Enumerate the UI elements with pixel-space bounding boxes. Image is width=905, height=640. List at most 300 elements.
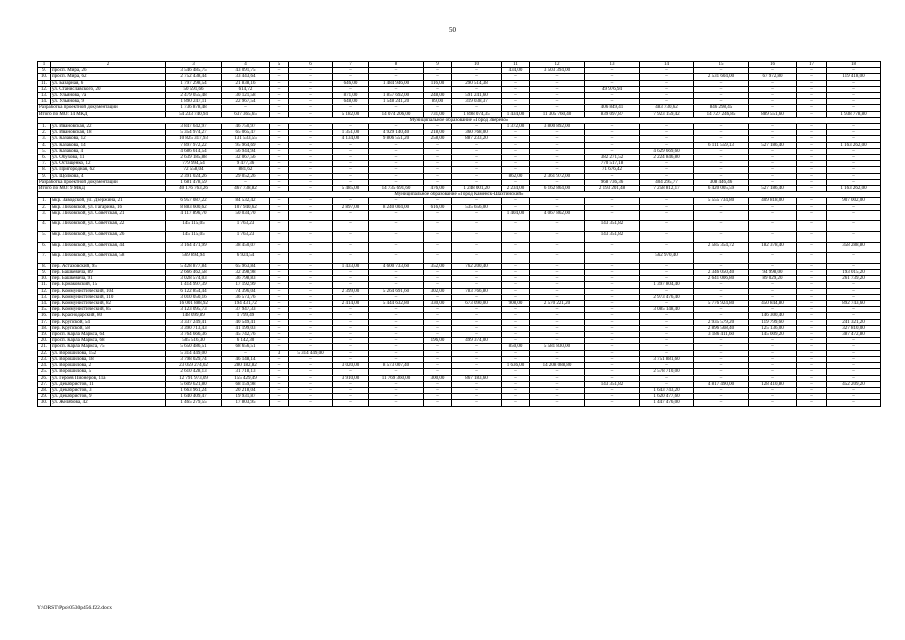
table-cell: – bbox=[797, 369, 827, 375]
table-cell: – bbox=[797, 276, 827, 282]
table-cell: – bbox=[333, 142, 369, 148]
table-cell: – bbox=[797, 93, 827, 99]
table-cell: 6 420 005,59 bbox=[694, 186, 749, 192]
table-cell: – bbox=[270, 161, 289, 167]
table-cell: – bbox=[797, 288, 827, 294]
table-cell: 145 115,05 bbox=[166, 221, 222, 232]
table-cell: 1 163 262,00 bbox=[827, 186, 881, 192]
table-cell: – bbox=[585, 99, 640, 105]
table-cell: – bbox=[270, 301, 289, 307]
table-cell: – bbox=[270, 344, 289, 350]
table-cell: – bbox=[369, 155, 424, 161]
table-cell: – bbox=[640, 210, 694, 221]
table-cell: 196,00 bbox=[424, 338, 452, 344]
table-cell: – bbox=[797, 332, 827, 338]
table-cell: – bbox=[827, 253, 881, 264]
table-body bbox=[38, 62, 881, 407]
table-cell: 8 573 007,40 bbox=[369, 363, 424, 369]
table-cell: 72 558,04 bbox=[166, 167, 222, 173]
table-cell: Разработка проектной документации bbox=[38, 105, 166, 111]
table-cell: – bbox=[749, 288, 797, 294]
table-cell: 7 897 972,22 bbox=[166, 142, 222, 148]
table-cell: – bbox=[289, 319, 333, 325]
table-cell: 116,00 bbox=[424, 80, 452, 86]
table-cell: – bbox=[640, 350, 694, 356]
table-cell: – bbox=[585, 400, 640, 406]
table-cell: – bbox=[424, 356, 452, 362]
table-cell: – bbox=[502, 313, 530, 319]
table-cell: – bbox=[424, 325, 452, 331]
table-cell: – bbox=[797, 363, 827, 369]
table-cell: 5 182,00 bbox=[333, 111, 369, 117]
table-cell: – bbox=[369, 394, 424, 400]
table-cell: – bbox=[333, 338, 369, 344]
table-cell: – bbox=[797, 186, 827, 192]
table-cell: 30. bbox=[38, 400, 51, 406]
table-cell: 591 241,60 bbox=[452, 93, 502, 99]
table-cell: – bbox=[333, 325, 369, 331]
table-cell: 95 964,69 bbox=[222, 142, 270, 148]
table-cell: 7. bbox=[38, 161, 51, 167]
table-cell: – bbox=[749, 173, 797, 179]
table-cell: 131 533,55 bbox=[222, 136, 270, 142]
table-cell: – bbox=[827, 68, 881, 74]
table-cell: – bbox=[827, 173, 881, 179]
column-number: 1 bbox=[38, 62, 51, 68]
table-cell: – bbox=[749, 136, 797, 142]
table-cell: 2 641 006,80 bbox=[694, 276, 749, 282]
table-cell: 71 676,42 bbox=[585, 167, 640, 173]
table-cell: – bbox=[333, 350, 369, 356]
table-cell: – bbox=[797, 400, 827, 406]
table-cell: ул. Ивановская, 18 bbox=[51, 130, 166, 136]
table-cell: 23. bbox=[38, 356, 51, 362]
table-cell: 4 629 669,60 bbox=[640, 148, 694, 154]
table-cell: – bbox=[749, 161, 797, 167]
table-cell: – bbox=[640, 161, 694, 167]
data-table bbox=[37, 61, 881, 407]
table-cell: ул. Ульянова, 7а bbox=[51, 93, 166, 99]
table-cell: – bbox=[424, 167, 452, 173]
table-cell: – bbox=[369, 221, 424, 232]
table-cell: – bbox=[530, 136, 585, 142]
table-cell: 892 743,60 bbox=[827, 301, 881, 307]
table-cell: – bbox=[452, 68, 502, 74]
table-cell: просп. Карла Маркса, 75 bbox=[51, 344, 166, 350]
table-cell: 46 148,14 bbox=[222, 356, 270, 362]
table-cell: – bbox=[585, 356, 640, 362]
table-cell: – bbox=[585, 148, 640, 154]
table-cell: Итого по МО: 9 МКД bbox=[38, 186, 166, 192]
table-cell: 1. bbox=[38, 198, 51, 204]
table-cell: 1 857 692,00 bbox=[369, 93, 424, 99]
table-cell: 17. bbox=[38, 319, 51, 325]
table-cell: – bbox=[749, 253, 797, 264]
table-cell: – bbox=[640, 263, 694, 269]
table-cell: – bbox=[333, 105, 369, 111]
table-cell: – bbox=[369, 307, 424, 313]
table-cell: 2 193 201,48 bbox=[585, 186, 640, 192]
table-cell: – bbox=[270, 198, 289, 204]
table-cell: – bbox=[797, 294, 827, 300]
table-cell: – bbox=[585, 74, 640, 80]
table-cell: – bbox=[502, 369, 530, 375]
table-cell: – bbox=[585, 263, 640, 269]
table-cell: – bbox=[452, 325, 502, 331]
table-cell: 3 010 050,16 bbox=[166, 294, 222, 300]
table-cell: – bbox=[640, 80, 694, 86]
table-cell: – bbox=[289, 381, 333, 387]
table-cell: просп. Мира, 62 bbox=[51, 74, 166, 80]
table-cell: – bbox=[749, 93, 797, 99]
table-cell: – bbox=[452, 86, 502, 92]
table-cell: – bbox=[424, 313, 452, 319]
table-cell: 616,00 bbox=[424, 204, 452, 210]
table-cell: ул. Казакова, 14 bbox=[51, 142, 166, 148]
table-cell: – bbox=[530, 155, 585, 161]
table-cell: – bbox=[827, 282, 881, 288]
table-cell: – bbox=[502, 198, 530, 204]
table-cell: – bbox=[369, 148, 424, 154]
table-cell: ул. Щолкова, 4 bbox=[51, 173, 166, 179]
table-cell: 29. bbox=[38, 394, 51, 400]
table-cell: 4 067 862,00 bbox=[530, 210, 585, 221]
table-cell: – bbox=[333, 86, 369, 92]
table-cell: – bbox=[749, 344, 797, 350]
table-cell: ул. Ивановская, 22 bbox=[51, 124, 166, 130]
table-cell: – bbox=[797, 161, 827, 167]
table-cell: пер. Башкевича, 89 bbox=[51, 270, 166, 276]
table-cell: 862,00 bbox=[502, 173, 530, 179]
table-cell: 25. bbox=[38, 369, 51, 375]
table-cell: – bbox=[270, 99, 289, 105]
table-cell: – bbox=[333, 394, 369, 400]
table-cell: 648,00 bbox=[333, 99, 369, 105]
table-cell: ул. Обухова, 11 bbox=[51, 155, 166, 161]
table-cell: 194 431,72 bbox=[222, 301, 270, 307]
table-cell: – bbox=[270, 142, 289, 148]
table-cell: 19. bbox=[38, 332, 51, 338]
table-cell: – bbox=[530, 270, 585, 276]
table-cell: Разработка проектной документации bbox=[38, 179, 166, 185]
table-cell: 5 314 449,00 bbox=[166, 350, 222, 356]
table-cell: 143 351,82 bbox=[585, 232, 640, 243]
table-cell: – bbox=[270, 307, 289, 313]
table-cell: 6. bbox=[38, 155, 51, 161]
table-cell: – bbox=[289, 167, 333, 173]
table-cell: 1 351,00 bbox=[333, 130, 369, 136]
table-cell: 10. bbox=[38, 276, 51, 282]
table-cell: – bbox=[222, 179, 270, 185]
page-number: 50 bbox=[449, 26, 456, 34]
table-cell: 32 398,98 bbox=[222, 270, 270, 276]
table-cell: 261 739,20 bbox=[827, 276, 881, 282]
table-cell: – bbox=[502, 381, 530, 387]
table-cell: – bbox=[289, 325, 333, 331]
table-cell: – bbox=[289, 130, 333, 136]
table-cell: – bbox=[289, 394, 333, 400]
table-cell: – bbox=[502, 93, 530, 99]
table-cell: – bbox=[797, 124, 827, 130]
table-cell: – bbox=[452, 319, 502, 325]
table-cell: – bbox=[827, 167, 881, 173]
table-cell: 2 399,00 bbox=[333, 288, 369, 294]
table-cell: 36 573,76 bbox=[222, 294, 270, 300]
table-cell: – bbox=[694, 221, 749, 232]
table-cell: – bbox=[797, 111, 827, 117]
table-cell: – bbox=[827, 369, 881, 375]
table-cell: – bbox=[369, 369, 424, 375]
table-cell: – bbox=[694, 148, 749, 154]
table-cell: – bbox=[222, 350, 270, 356]
table-cell: – bbox=[530, 288, 585, 294]
table-cell: – bbox=[827, 294, 881, 300]
table-cell: 1 163 262,00 bbox=[827, 142, 881, 148]
table-cell: 241 321,20 bbox=[827, 319, 881, 325]
table-cell: – bbox=[452, 313, 502, 319]
table-cell: – bbox=[640, 93, 694, 99]
table-cell: 2 585 354,72 bbox=[694, 242, 749, 253]
table-cell: 731,00 bbox=[424, 111, 452, 117]
table-cell: 5 428 877,84 bbox=[166, 263, 222, 269]
table-cell: – bbox=[333, 369, 369, 375]
table-cell: 2 531 604,00 bbox=[694, 74, 749, 80]
table-cell: – bbox=[797, 155, 827, 161]
table-cell: 28. bbox=[38, 387, 51, 393]
table-cell: – bbox=[694, 307, 749, 313]
table-cell: – bbox=[424, 276, 452, 282]
table-cell: – bbox=[749, 148, 797, 154]
table-cell: 7 258 812,17 bbox=[640, 186, 694, 192]
table-cell: – bbox=[694, 253, 749, 264]
table-cell: – bbox=[502, 288, 530, 294]
table-cell: – bbox=[749, 375, 797, 381]
table-cell: – bbox=[749, 204, 797, 210]
table-cell: 2. bbox=[38, 130, 51, 136]
table-cell: пер. Коммунистический, 104 bbox=[51, 288, 166, 294]
table-cell: – bbox=[333, 253, 369, 264]
table-cell: – bbox=[585, 375, 640, 381]
table-cell: – bbox=[530, 338, 585, 344]
table-cell: 1 484 946,00 bbox=[369, 80, 424, 86]
table-cell: – bbox=[749, 80, 797, 86]
table-cell: 1 465 279,55 bbox=[166, 400, 222, 406]
table-cell: ул. Остащенко, 12 bbox=[51, 161, 166, 167]
table-cell: – bbox=[270, 221, 289, 232]
table-cell: просп. Карла Маркса, 64 bbox=[51, 332, 166, 338]
table-cell: 5 776 924,80 bbox=[694, 301, 749, 307]
table-cell: 12 791 973,09 bbox=[166, 375, 222, 381]
table-cell: – bbox=[530, 313, 585, 319]
table-cell: – bbox=[270, 282, 289, 288]
table-cell: – bbox=[424, 221, 452, 232]
table-cell: – bbox=[585, 387, 640, 393]
table-cell: – bbox=[502, 148, 530, 154]
table-cell: – bbox=[502, 394, 530, 400]
table-cell: 31 718,13 bbox=[222, 369, 270, 375]
table-cell: 2 639 185,88 bbox=[166, 155, 222, 161]
table-cell: – bbox=[270, 155, 289, 161]
table-cell: – bbox=[270, 148, 289, 154]
table-cell: – bbox=[797, 270, 827, 276]
table-cell: 11. bbox=[38, 80, 51, 86]
table-cell: – bbox=[289, 288, 333, 294]
table-cell: 614,72 bbox=[222, 86, 270, 92]
table-cell: – bbox=[797, 148, 827, 154]
table-cell: – bbox=[640, 221, 694, 232]
table-cell: – bbox=[502, 387, 530, 393]
table-cell: – bbox=[797, 204, 827, 210]
table-cell: – bbox=[289, 270, 333, 276]
table-cell: – bbox=[797, 232, 827, 243]
table-cell: – bbox=[797, 381, 827, 387]
table-cell: – bbox=[530, 263, 585, 269]
table-cell: 535 656,00 bbox=[452, 204, 502, 210]
table-cell: – bbox=[289, 105, 333, 111]
table-cell: – bbox=[749, 307, 797, 313]
table-cell: – bbox=[452, 294, 502, 300]
table-cell: – bbox=[424, 394, 452, 400]
table-cell: – bbox=[694, 232, 749, 243]
table-cell: – bbox=[424, 173, 452, 179]
table-cell: – bbox=[749, 99, 797, 105]
table-cell: – bbox=[289, 86, 333, 92]
table-cell: 6 142,30 bbox=[222, 338, 270, 344]
table-cell: 3 337 249,41 bbox=[166, 319, 222, 325]
section-heading: Муниципальное образование «Город Зверево» bbox=[38, 117, 881, 123]
table-cell: ул. Ворошилова, 5 bbox=[51, 369, 166, 375]
table-row bbox=[38, 221, 881, 232]
table-cell: 6 111 559,13 bbox=[694, 142, 749, 148]
table-cell: ул. Базарная, 6 bbox=[51, 80, 166, 86]
table-cell: – bbox=[749, 221, 797, 232]
table-cell: 2 361 972,00 bbox=[530, 173, 585, 179]
table-cell: – bbox=[270, 387, 289, 393]
table-cell: 1 799,49 bbox=[222, 313, 270, 319]
table-cell: – bbox=[502, 325, 530, 331]
table-cell: 218,00 bbox=[424, 130, 452, 136]
table-cell: – bbox=[502, 276, 530, 282]
table-cell: – bbox=[694, 394, 749, 400]
table-cell: 43 091,75 bbox=[222, 68, 270, 74]
table-cell: – bbox=[369, 319, 424, 325]
table-cell: 1 414 997,39 bbox=[166, 282, 222, 288]
table-cell: – bbox=[797, 350, 827, 356]
table-cell: – bbox=[749, 263, 797, 269]
table-cell: – bbox=[452, 394, 502, 400]
table-cell: – bbox=[694, 338, 749, 344]
table-cell: 3 028 574,03 bbox=[166, 276, 222, 282]
table-cell: – bbox=[827, 136, 881, 142]
table-cell: – bbox=[270, 210, 289, 221]
table-cell: ул. Казакова, 12 bbox=[51, 136, 166, 142]
table-cell: 145 009,20 bbox=[749, 332, 797, 338]
table-cell: – bbox=[827, 288, 881, 294]
table-cell: – bbox=[270, 332, 289, 338]
table-cell: – bbox=[270, 242, 289, 253]
table-cell: – bbox=[797, 167, 827, 173]
table-cell: 1 763,23 bbox=[222, 232, 270, 243]
table-cell: 406 849,41 bbox=[585, 105, 640, 111]
table-cell: 1 890 247,11 bbox=[166, 99, 222, 105]
table-cell: – bbox=[797, 179, 827, 185]
table-cell: 18. bbox=[38, 325, 51, 331]
table-cell: – bbox=[640, 325, 694, 331]
table-cell: – bbox=[640, 142, 694, 148]
table-cell: – bbox=[694, 400, 749, 406]
table-cell: 94 998,00 bbox=[749, 270, 797, 276]
table-cell: 1 663 961,24 bbox=[166, 387, 222, 393]
table-cell: – bbox=[502, 142, 530, 148]
table-cell: – bbox=[797, 338, 827, 344]
table-cell: – bbox=[530, 375, 585, 381]
table-cell: 6 924,54 bbox=[222, 253, 270, 264]
table-cell: 128 410,80 bbox=[749, 381, 797, 387]
table-cell: – bbox=[452, 232, 502, 243]
table-cell: – bbox=[827, 179, 881, 185]
table-cell: 14. bbox=[38, 301, 51, 307]
column-number: 18 bbox=[827, 62, 881, 68]
table-cell: – bbox=[585, 332, 640, 338]
table-cell: 40 176 763,26 bbox=[166, 186, 222, 192]
table-cell: – bbox=[289, 282, 333, 288]
table-cell: – bbox=[270, 136, 289, 142]
table-cell: – bbox=[797, 210, 827, 221]
table-cell: – bbox=[530, 167, 585, 173]
table-cell: – bbox=[694, 155, 749, 161]
table-cell: – bbox=[270, 325, 289, 331]
table-cell: – bbox=[289, 148, 333, 154]
table-cell: – bbox=[369, 294, 424, 300]
table-cell: 14. bbox=[38, 99, 51, 105]
table-cell: – bbox=[530, 204, 585, 210]
table-cell: – bbox=[289, 221, 333, 232]
table-cell: 1 397 804,40 bbox=[640, 282, 694, 288]
table-cell: – bbox=[452, 105, 502, 111]
table-cell: – bbox=[333, 332, 369, 338]
table-cell: 49 976,94 bbox=[585, 86, 640, 92]
table-cell: – bbox=[797, 130, 827, 136]
table-cell: 5 314 449,00 bbox=[289, 350, 333, 356]
table-cell: – bbox=[640, 375, 694, 381]
table-cell: 3 085 148,40 bbox=[640, 307, 694, 313]
table-cell: – bbox=[640, 242, 694, 253]
table-cell: – bbox=[749, 282, 797, 288]
table-cell: – bbox=[585, 344, 640, 350]
table-cell: – bbox=[640, 301, 694, 307]
table-cell: – bbox=[640, 124, 694, 130]
table-cell: 327 810,00 bbox=[827, 325, 881, 331]
table-cell: – bbox=[694, 344, 749, 350]
table-cell: – bbox=[369, 242, 424, 253]
table-cell: – bbox=[797, 313, 827, 319]
section-heading: Муниципальное образование «Город Каменск-Шахтинский» bbox=[38, 192, 881, 198]
table-cell: – bbox=[585, 130, 640, 136]
table-cell: – bbox=[369, 313, 424, 319]
table-cell: – bbox=[827, 350, 881, 356]
table-cell: – bbox=[530, 387, 585, 393]
table-cell: 2 224 846,80 bbox=[640, 155, 694, 161]
table-cell: – bbox=[640, 270, 694, 276]
table-cell: 32 067,56 bbox=[222, 155, 270, 161]
table-cell: – bbox=[289, 74, 333, 80]
table-cell: 476,00 bbox=[424, 186, 452, 192]
table-cell: 14 208 088,80 bbox=[530, 363, 585, 369]
table-cell: 9 477,36 bbox=[222, 161, 270, 167]
table-cell: 1 736 878,48 bbox=[166, 105, 222, 111]
table-cell: – bbox=[289, 363, 333, 369]
table-cell: 258,00 bbox=[424, 136, 452, 142]
